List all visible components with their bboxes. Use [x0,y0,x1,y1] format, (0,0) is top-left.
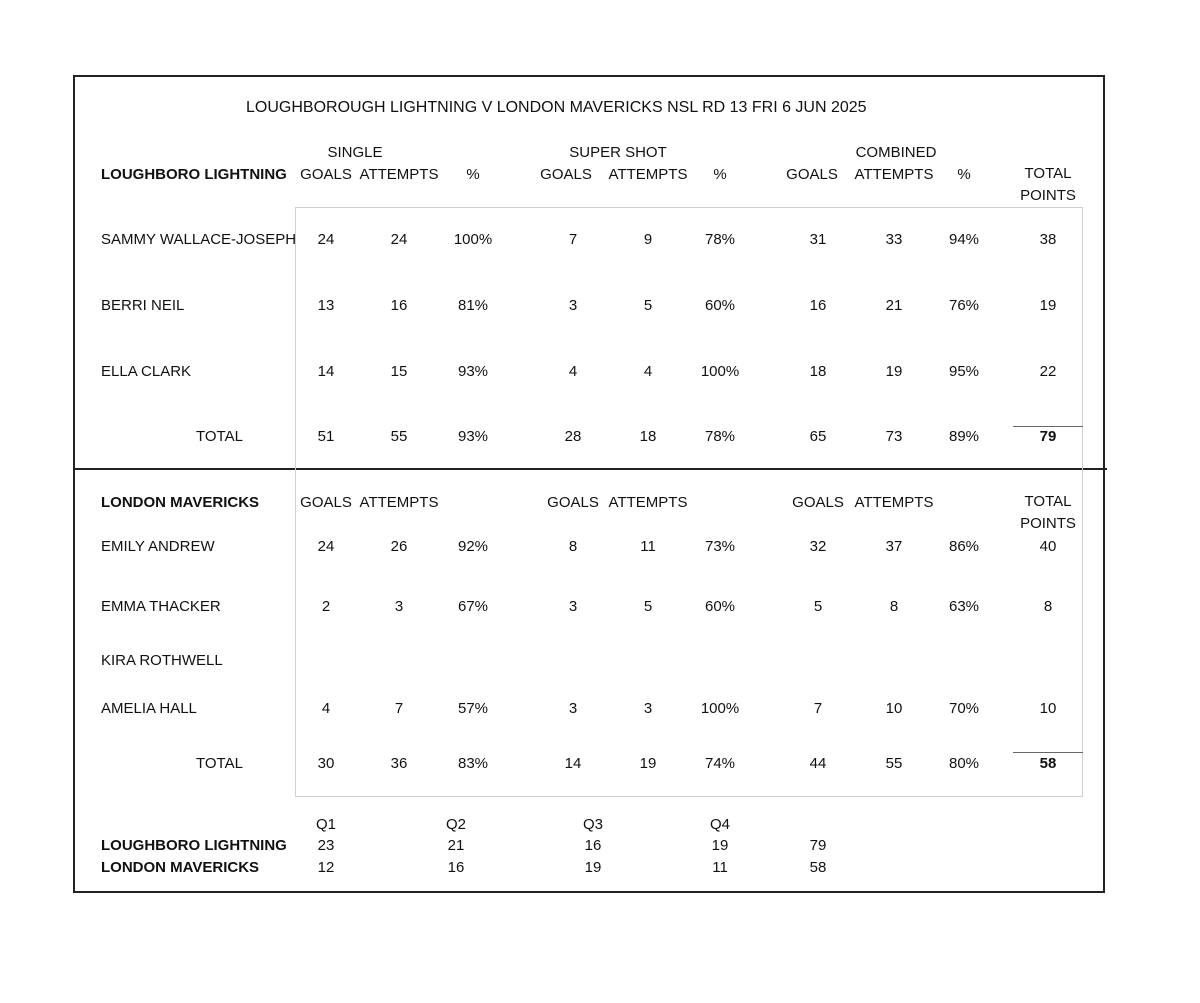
quarter-label: Q2 [445,816,467,833]
cell-sg: 13 [317,297,335,314]
cell-sp: 93% [457,363,489,380]
cell-sg: 24 [317,538,335,555]
player-name: SAMMY WALLACE-JOSEPH [101,231,297,248]
mav-col-header-combined-attempts: ATTEMPTS [854,494,934,511]
cell-cg: 32 [809,538,827,555]
cell-sa: 15 [390,363,408,380]
cell-ssg: 3 [568,700,578,717]
cell-cg: 65 [809,428,827,445]
col-header-combined-pct: % [957,166,971,183]
cell-cp: 70% [948,700,980,717]
total-row-label: TOTAL [196,755,243,772]
quarter-score: 23 [317,837,335,854]
cell-ssg: 28 [564,428,582,445]
cell-tp: 40 [1039,538,1057,555]
cell-ssg: 14 [564,755,582,772]
cell-ssg: 8 [568,538,578,555]
cell-ssg: 4 [568,363,578,380]
cell-cp: 94% [948,231,980,248]
total-row-label: TOTAL [196,428,243,445]
quarter-final-total: 58 [809,859,827,876]
col-header-single-pct: % [466,166,480,183]
cell-sg: 4 [321,700,331,717]
quarter-team-name: LONDON MAVERICKS [101,859,260,876]
cell-ssp: 74% [704,755,736,772]
cell-ca: 37 [885,538,903,555]
player-name: BERRI NEIL [101,297,185,314]
total-points-line-1: TOTAL [1024,165,1072,182]
cell-ca: 55 [885,755,903,772]
cell-sp: 100% [453,231,493,248]
quarter-label: Q3 [582,816,604,833]
quarter-score: 16 [584,837,602,854]
cell-cg: 7 [813,700,823,717]
cell-sa: 36 [390,755,408,772]
team-name-lightning: LOUGHBORO LIGHTNING [101,166,287,183]
cell-ssa: 5 [643,297,653,314]
cell-cp: 86% [948,538,980,555]
quarter-score: 16 [447,859,465,876]
player-name: AMELIA HALL [101,700,197,717]
col-header-super-goals: GOALS [540,166,592,183]
cell-cg: 16 [809,297,827,314]
cell-tp: 19 [1039,297,1057,314]
cell-sp: 67% [457,598,489,615]
quarter-team-name: LOUGHBORO LIGHTNING [101,837,287,854]
player-name: EMILY ANDREW [101,538,215,555]
cell-ssp: 60% [704,297,736,314]
cell-ssg: 7 [568,231,578,248]
cell-sp: 57% [457,700,489,717]
cell-tp: 79 [1039,428,1057,445]
cell-sa: 3 [394,598,404,615]
cell-tp: 22 [1039,363,1057,380]
cell-cp: 80% [948,755,980,772]
cell-ssg: 3 [568,598,578,615]
mav-col-header-single-attempts: ATTEMPTS [359,494,439,511]
quarter-score: 12 [317,859,335,876]
cell-ssp: 73% [704,538,736,555]
col-header-single-goals: GOALS [300,166,352,183]
cell-ssp: 60% [704,598,736,615]
col-header-single-attempts: ATTEMPTS [359,166,439,183]
cell-cg: 44 [809,755,827,772]
cell-tp: 10 [1039,700,1057,717]
cell-cp: 63% [948,598,980,615]
cell-cp: 89% [948,428,980,445]
cell-ssa: 18 [639,428,657,445]
mav-col-header-super-goals: GOALS [547,494,599,511]
cell-ca: 21 [885,297,903,314]
cell-ca: 33 [885,231,903,248]
cell-ssa: 19 [639,755,657,772]
cell-sg: 24 [317,231,335,248]
cell-cp: 76% [948,297,980,314]
cell-sp: 81% [457,297,489,314]
lightning-total-underline [1013,426,1083,427]
cell-ssa: 11 [640,538,656,555]
quarter-score: 19 [584,859,602,876]
mav-col-header-combined-goals: GOALS [792,494,844,511]
total-points-line-2: POINTS [1020,187,1076,204]
cell-cg: 18 [809,363,827,380]
cell-ssp: 100% [700,700,740,717]
quarter-score: 19 [711,837,729,854]
cell-ssg: 3 [568,297,578,314]
team-name-mavericks: LONDON MAVERICKS [101,494,260,511]
cell-ca: 10 [885,700,903,717]
mavericks-total-underline [1013,752,1083,753]
page-title: LOUGHBOROUGH LIGHTNING V LONDON MAVERICKS NSL RD 13 FRI 6 JUN 2025 [246,99,867,116]
col-header-combined-attempts: ATTEMPTS [854,166,934,183]
cell-tp: 58 [1039,755,1057,772]
mav-col-header-super-attempts: ATTEMPTS [608,494,688,511]
player-name: ELLA CLARK [101,363,192,380]
cell-sp: 93% [457,428,489,445]
cell-ssp: 78% [704,428,736,445]
col-header-super-pct: % [713,166,727,183]
group-header-combined: COMBINED [855,144,937,161]
col-header-total-points [1020,163,1076,207]
mav-total-points-line-2: POINTS [1020,515,1076,532]
cell-sg: 2 [321,598,331,615]
mav-total-points-line-1: TOTAL [1024,493,1072,510]
cell-tp: 8 [1043,598,1053,615]
group-header-single: SINGLE [327,144,383,161]
cell-ca: 19 [885,363,903,380]
cell-ssa: 3 [643,700,653,717]
cell-sg: 51 [317,428,335,445]
cell-cg: 31 [809,231,827,248]
quarter-score: 11 [712,859,728,876]
cell-sa: 55 [390,428,408,445]
mavericks-data-grid [295,469,1083,797]
cell-sa: 24 [390,231,408,248]
cell-ca: 73 [885,428,903,445]
cell-sg: 14 [317,363,335,380]
cell-tp: 38 [1039,231,1057,248]
player-name: EMMA THACKER [101,598,221,615]
cell-ssp: 78% [704,231,736,248]
cell-ssa: 4 [643,363,653,380]
cell-ssp: 100% [700,363,740,380]
cell-cg: 5 [813,598,823,615]
col-header-combined-goals: GOALS [786,166,838,183]
quarter-label: Q4 [709,816,731,833]
cell-sp: 92% [457,538,489,555]
col-header-super-attempts: ATTEMPTS [608,166,688,183]
cell-sa: 16 [390,297,408,314]
player-name: KIRA ROTHWELL [101,652,223,669]
cell-sg: 30 [317,755,335,772]
mav-col-header-single-goals: GOALS [300,494,352,511]
cell-sp: 83% [457,755,489,772]
cell-cp: 95% [948,363,980,380]
cell-sa: 26 [390,538,408,555]
cell-ca: 8 [889,598,899,615]
quarter-score: 21 [447,837,465,854]
quarter-label: Q1 [315,816,337,833]
group-header-super-shot: SUPER SHOT [569,144,667,161]
cell-sa: 7 [394,700,404,717]
cell-ssa: 9 [643,231,653,248]
quarter-final-total: 79 [809,837,827,854]
cell-ssa: 5 [643,598,653,615]
